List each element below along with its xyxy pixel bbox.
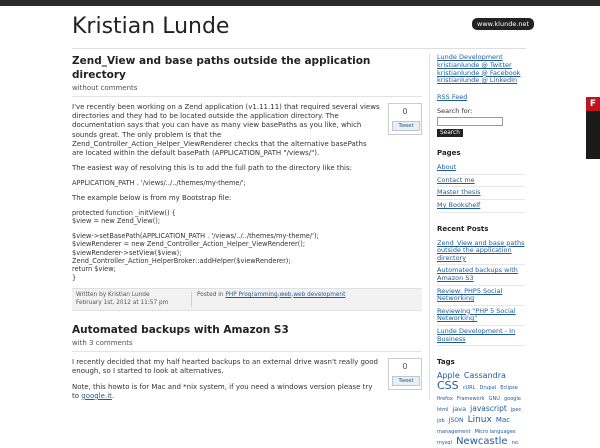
- tag-link[interactable]: job: [437, 418, 445, 425]
- page-link[interactable]: Master thesis: [437, 187, 525, 200]
- code-line: protected function _initView() {: [72, 209, 176, 218]
- search-label: Search for:: [437, 107, 473, 116]
- tag-link[interactable]: mysql: [437, 440, 452, 447]
- post-title[interactable]: Automated backups with Amazon S3: [72, 324, 289, 337]
- tag-cloud: [437, 371, 525, 448]
- paragraph: [72, 383, 422, 401]
- code-line: $view = new Zend_View();: [72, 217, 161, 226]
- site-title[interactable]: Kristian Lunde: [72, 14, 230, 39]
- pages-list: [437, 162, 525, 212]
- flash-icon[interactable]: F: [586, 97, 600, 111]
- profile-link[interactable]: Lunde Development: [437, 53, 503, 61]
- paragraph-text: Note, this howto is for Mac and *nix system, if you need a windows version please try to: [72, 382, 373, 400]
- tag-link[interactable]: Drupal: [479, 385, 497, 392]
- tag-link[interactable]: Eclipse: [500, 385, 518, 392]
- tag-link[interactable]: Newcastle: [456, 436, 508, 448]
- profile-links: [437, 54, 525, 85]
- tag-link[interactable]: Cassandra: [463, 371, 506, 381]
- recent-posts-heading: Recent Posts: [437, 224, 489, 233]
- tags-heading: Tags: [437, 358, 455, 367]
- posted-in-label: Posted in: [197, 292, 224, 299]
- rss-feed-link[interactable]: RSS Feed: [437, 93, 468, 102]
- tag-link[interactable]: html: [437, 407, 449, 414]
- pages-heading: Pages: [437, 149, 461, 158]
- code-line: $view->setBasePath(APPLICATION_PATH . '/views/../../themes/my-theme/');: [72, 231, 319, 240]
- tag-link[interactable]: no: [511, 440, 518, 447]
- post: [72, 323, 422, 401]
- recent-post-link[interactable]: Automated backups with Amazon S3: [437, 265, 525, 285]
- post-divider: [72, 96, 422, 97]
- share-box[interactable]: [388, 358, 422, 390]
- tag-link[interactable]: jpec: [510, 407, 522, 414]
- post-meta: [76, 292, 192, 307]
- code-line: return $view;: [72, 265, 116, 274]
- search-input[interactable]: [437, 117, 503, 126]
- tag-link[interactable]: GNU: [488, 396, 500, 403]
- code-line: $viewRenderer = new Zend_Controller_Action_Helper_ViewRenderer();: [72, 240, 306, 249]
- profile-link[interactable]: kristianlunde @ Twitter: [437, 60, 512, 69]
- tag-link[interactable]: javascript: [470, 404, 507, 414]
- site-url-badge[interactable]: www.klunde.net: [472, 18, 534, 30]
- category-link[interactable]: web: [279, 292, 292, 299]
- paragraph: The example below is from my Bootstrap file:: [72, 193, 232, 202]
- tag-link[interactable]: Linux: [467, 415, 492, 426]
- tag-link[interactable]: java: [452, 405, 467, 414]
- side-panel-strip[interactable]: [586, 111, 600, 159]
- share-box[interactable]: [388, 103, 422, 135]
- tag-link[interactable]: CSS: [437, 379, 459, 393]
- sidebar: [437, 54, 525, 448]
- post-body: [72, 103, 422, 282]
- code-line: Zend_Controller_Action_HelperBroker::addHelper($viewRenderer);: [72, 257, 291, 266]
- header-divider: [72, 48, 526, 49]
- post-body: [72, 358, 422, 401]
- tag-link[interactable]: Mac: [495, 416, 511, 425]
- category-link[interactable]: PHP Programming: [225, 292, 278, 299]
- comments-count[interactable]: with 3 comments: [72, 339, 133, 348]
- profile-link[interactable]: kristianlunde @ Facebook: [437, 68, 521, 77]
- link-suffix: .: [111, 391, 115, 400]
- tag-link[interactable]: JSON: [448, 417, 464, 425]
- google-link[interactable]: google.it: [81, 391, 112, 400]
- tag-link[interactable]: cURL: [462, 385, 476, 392]
- code-line: $viewRenderer->setView($view);: [72, 248, 182, 257]
- category-link[interactable]: web development: [293, 292, 346, 299]
- code-line: APPLICATION_PATH . '/views/../../themes/my-theme/';: [72, 179, 246, 188]
- sidebar-divider: [429, 54, 430, 400]
- post-author: Written by Kristian Lunde: [76, 292, 150, 299]
- post-footer: [72, 288, 422, 311]
- paragraph: The easiest way of resolving this is to add the full path to the directory like this:: [72, 164, 353, 173]
- tag-link[interactable]: Framework: [456, 396, 485, 403]
- profile-link[interactable]: kristianlunde @ LinkedIn: [437, 76, 518, 85]
- main-content: [72, 54, 422, 407]
- code-line: }: [72, 273, 77, 282]
- recent-post-link[interactable]: Lunde Development - In Business: [437, 326, 525, 346]
- page-link[interactable]: My Bookshelf: [437, 200, 525, 213]
- share-count: 0: [402, 362, 408, 372]
- post-date: February 1st, 2012 at 11:57 pm: [76, 299, 169, 306]
- recent-post-link[interactable]: Review: PHP5 Social Networking: [437, 286, 525, 306]
- tag-link[interactable]: Apple: [437, 371, 460, 381]
- tag-link[interactable]: firefox: [437, 396, 453, 403]
- post: [72, 54, 422, 311]
- tweet-button[interactable]: Tweet: [392, 376, 420, 386]
- top-bar: [0, 0, 600, 6]
- post-categories: Posted in PHP Programming,web,web development: [197, 292, 346, 299]
- page-link[interactable]: About: [437, 162, 525, 175]
- tag-link[interactable]: Micro languages: [474, 429, 516, 436]
- share-count: 0: [402, 107, 408, 116]
- recent-post-link[interactable]: Reviewing "PHP 5 Social Networking": [437, 306, 525, 326]
- search-button[interactable]: Search: [437, 129, 463, 137]
- post-divider: [72, 351, 422, 352]
- paragraph: I've recently been working on a Zend application (v1.11.11) that required several views directories and they had to be located outside the application directory. The documentation says that you can have as many view basePaths as you like, which sounds great. The only problem is that the Zend_Controller_Action_Helper_ViewRenderer checks that the alternative basePaths are located within the default basePath (APPLICATION_PATH "/views/").: [72, 103, 380, 158]
- page-link[interactable]: Contact me: [437, 175, 525, 188]
- comments-count[interactable]: without comments: [72, 84, 138, 92]
- post-title[interactable]: Zend_View and base paths outside the application directory: [72, 55, 371, 81]
- tag-link[interactable]: management: [437, 429, 471, 436]
- paragraph: I recently decided that my half hearted backups to an external drive wasn't really good enough, so I started to look at alternatives.: [72, 358, 378, 376]
- recent-post-link[interactable]: Zend_View and base paths outside the application directory: [437, 238, 525, 266]
- recent-posts-list: [437, 238, 525, 347]
- code-block: [72, 209, 422, 282]
- tag-link[interactable]: google: [504, 396, 521, 403]
- tweet-button[interactable]: Tweet: [392, 121, 420, 131]
